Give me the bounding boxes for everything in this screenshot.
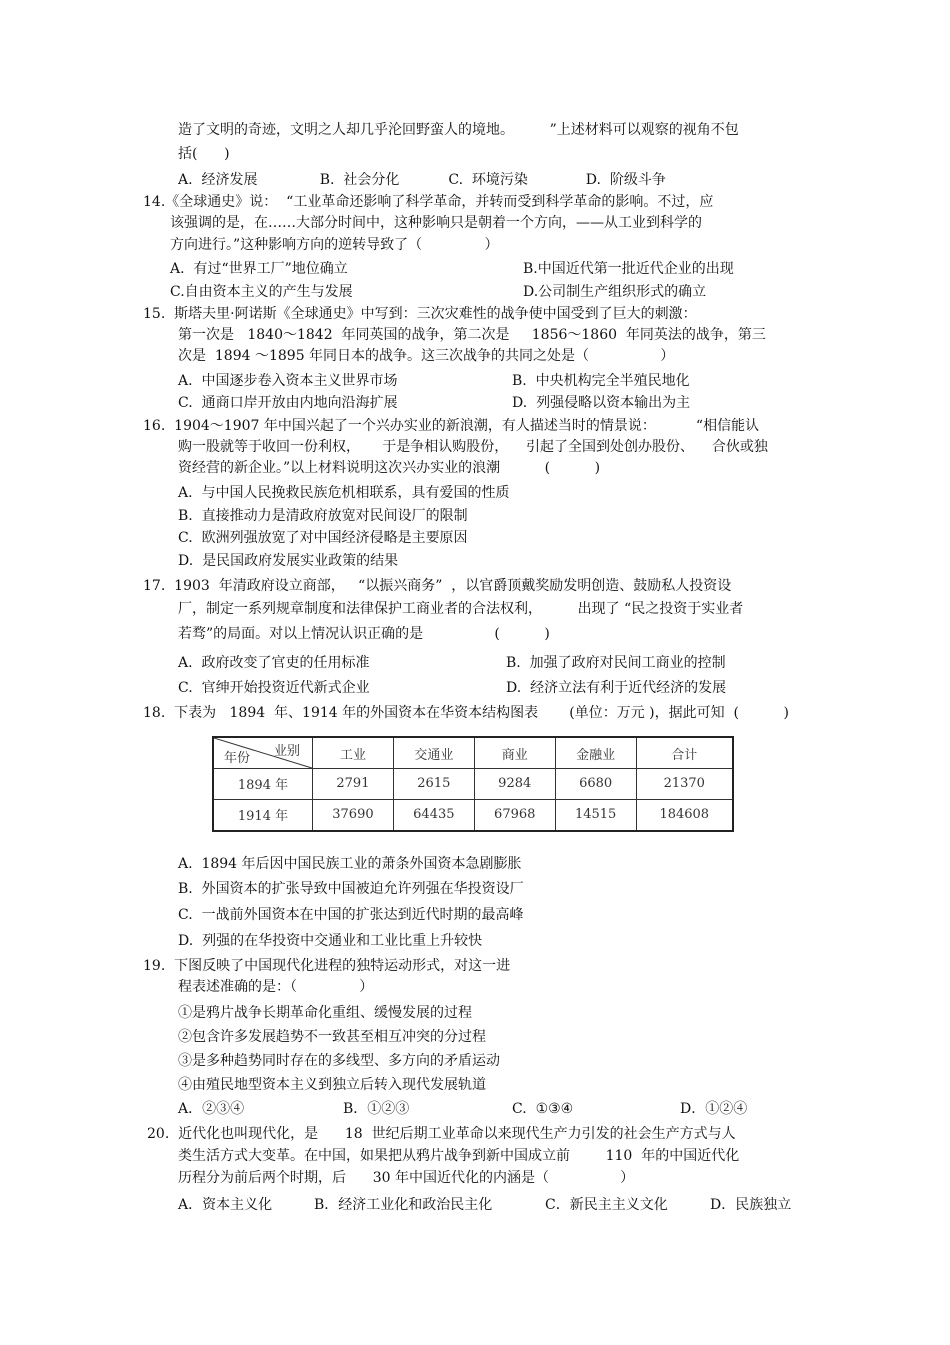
text-line: B. 加强了政府对民间工商业的控制: [506, 655, 726, 671]
text-line: B. 直接推动力是清政府放宽对民间设厂的限制: [178, 508, 468, 524]
text-line: A. 中国逐步卷入资本主义世界市场: [178, 373, 398, 389]
text-line: 第一次是 1840～1842 年同英国的战争，第二次是 1856～1860 年同英法的战争，第三: [178, 327, 766, 343]
text-line: 资经营的新企业。”以上材料说明这次兴办实业的浪潮 ( ): [178, 460, 601, 476]
text-line: 18. 下表为 1894 年、1914 年的外国资本在华资本结构图表 (单位：万元 )，据此可知 ( ): [143, 705, 789, 721]
text-line: ②包含许多发展趋势不一致甚至相互冲突的分过程: [178, 1029, 486, 1045]
text-line: C. 官绅开始投资近代新式企业: [178, 680, 370, 696]
column-header: 合计: [636, 737, 733, 769]
text-line: D. 列强侵略以资本输出为主: [512, 395, 691, 411]
table-header-row: [213, 737, 733, 769]
text-line: 若骛”的局面。对以上情况认识正确的是 ( ): [178, 626, 550, 642]
text-line: C. ①③④: [512, 1101, 574, 1117]
text-line: C. 一战前外国资本在中国的扩张达到近代时期的最高峰: [178, 907, 524, 923]
text-line: 厂，制定一系列规章制度和法律保护工商业者的合法权利， 出现了 “民之投资于实业者: [178, 601, 744, 617]
text-line: 次是 1894 ～1895 年同日本的战争。这三次战争的共同之处是（ ）: [178, 348, 675, 364]
table-row: [213, 769, 733, 800]
text-line: B.中国近代第一批近代企业的出现: [523, 261, 734, 277]
table-cell: 67968: [474, 799, 555, 831]
text-line: A．资本主义化: [178, 1197, 273, 1213]
row-year: 1894 年: [213, 769, 313, 800]
corner-label-year: 年份: [224, 751, 251, 767]
foreign-capital-table: [212, 736, 734, 832]
text-line: D.公司制生产组织形式的确立: [523, 284, 707, 300]
text-line: C. 欧洲列强放宽了对中国经济侵略是主要原因: [178, 530, 468, 546]
table-cell: 14515: [555, 799, 636, 831]
table-cell: 64435: [393, 799, 474, 831]
table-cell: 2791: [313, 769, 394, 800]
text-line: A. 1894 年后因中国民族工业的萧条外国资本急剧膨胀: [178, 856, 522, 872]
text-line: 14.《全球通史》说： “工业革命还影响了科学革命，并转而受到科学革命的影响。不过，应: [143, 194, 714, 210]
text-line: 该强调的是，在……大部分时间中，这种影响只是朝着一个方向，——从工业到科学的: [170, 215, 702, 231]
text-line: 购一股就等于收回一份利权， 于是争相认购股份， 引起了全国到处创办股份、 合伙或独: [178, 439, 768, 455]
text-line: 15. 斯塔夫里·阿诺斯《全球通史》中写到：三次灾难性的战争使中国受到了巨大的刺激：: [143, 306, 697, 322]
text-line: ①是鸦片战争长期革命化重组、缓慢发展的过程: [178, 1005, 472, 1021]
text-line: A. 有过“世界工厂”地位确立: [170, 261, 348, 277]
text-line: B. 外国资本的扩张导致中国被迫允许列强在华投资设厂: [178, 881, 524, 897]
text-line: 方向进行。”这种影响方向的逆转导致了（ ）: [170, 237, 499, 253]
text-line: B．经济工业化和政治民主化: [314, 1197, 493, 1213]
column-header: 商业: [474, 737, 555, 769]
text-line: B. 中央机构完全半殖民地化: [512, 373, 690, 389]
table-cell: 37690: [313, 799, 394, 831]
text-line: ④由殖民地型资本主义到独立后转入现代发展轨道: [178, 1077, 486, 1093]
text-line: 16. 1904～1907 年中国兴起了一个兴办实业的新浪潮，有人描述当时的情景说： “相信能认: [143, 418, 760, 434]
text-line: C.自由资本主义的产生与发展: [170, 284, 353, 300]
table-cell: 9284: [474, 769, 555, 800]
column-header: 交通业: [393, 737, 474, 769]
table-corner-cell: [213, 737, 313, 769]
text-line: 20. 近代化也叫现代化，是 18 世纪后期工业革命以来现代生产力引发的社会生产方式与人: [147, 1126, 736, 1142]
text-line: D. 是民国政府发展实业政策的结果: [178, 553, 399, 569]
table-cell: 184608: [636, 799, 733, 831]
text-line: A. 经济发展 B. 社会分化 C. 环境污染 D. 阶级斗争: [178, 172, 666, 188]
column-header: 金融业: [555, 737, 636, 769]
text-line: A. 政府改变了官吏的任用标准: [178, 655, 370, 671]
text-line: 历程分为前后两个时期，后 30 年中国近代化的内涵是（ ）: [178, 1170, 635, 1186]
text-line: 类生活方式大变革。在中国，如果把从鸦片战争到新中国成立前 110 年的中国近代化: [178, 1148, 740, 1164]
text-line: 17. 1903 年清政府设立商部， “以振兴商务” ，以官爵顶戴奖励发明创造、鼓励私人投资设: [143, 578, 732, 594]
text-line: C．新民主主义文化: [545, 1197, 668, 1213]
column-header: 工业: [313, 737, 394, 769]
text-line: 造了文明的奇迹，文明之人却几乎沦回野蛮人的境地。 ”上述材料可以观察的视角不包: [178, 122, 739, 138]
text-line: 19. 下图反映了中国现代化进程的独特运动形式，对这一进: [143, 958, 511, 974]
table-cell: 21370: [636, 769, 733, 800]
text-line: A．②③④: [178, 1101, 245, 1117]
text-line: ③是多种趋势同时存在的多线型、多方向的矛盾运动: [178, 1053, 500, 1069]
text-line: D. 列强的在华投资中交通业和工业比重上升较快: [178, 933, 483, 949]
text-line: 程表述准确的是：（ ）: [178, 979, 374, 995]
text-line: B．①②③: [343, 1101, 410, 1117]
row-year: 1914 年: [213, 799, 313, 831]
text-line: C. 通商口岸开放由内地向沿海扩展: [178, 395, 398, 411]
corner-label-category: 业别: [273, 744, 300, 759]
text-line: D．①②④: [680, 1101, 748, 1117]
text-line: 括( ): [178, 146, 230, 162]
table-cell: 2615: [393, 769, 474, 800]
table-cell: 6680: [555, 769, 636, 800]
text-line: D. 经济立法有利于近代经济的发展: [506, 680, 727, 696]
table-row: [213, 799, 733, 831]
text-line: D．民族独立: [710, 1197, 792, 1213]
text-line: A. 与中国人民挽救民族危机相联系，具有爱国的性质: [178, 485, 510, 501]
